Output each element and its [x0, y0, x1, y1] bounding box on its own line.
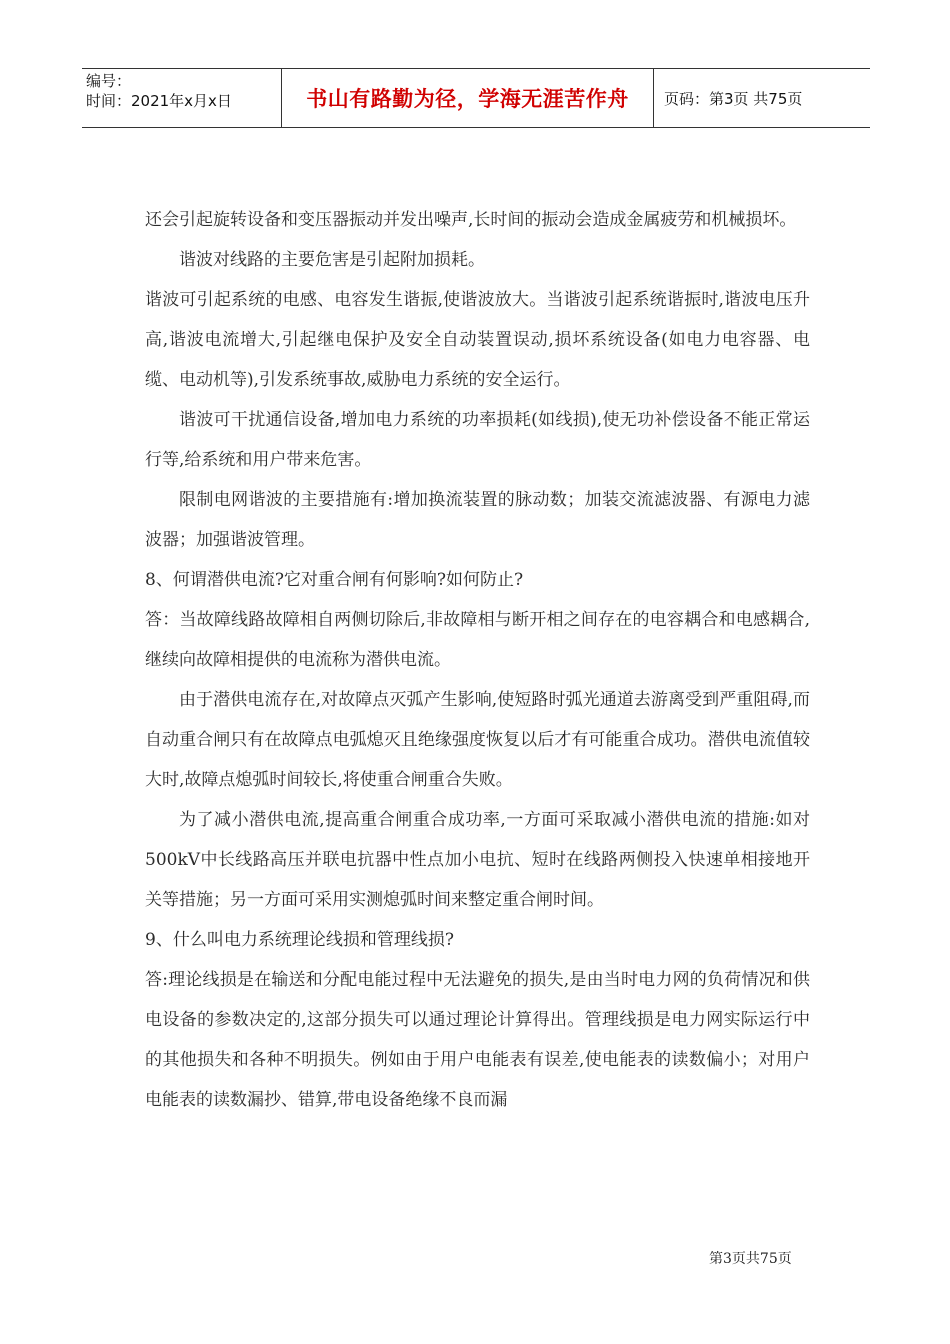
body-paragraph: 由于潜供电流存在,对故障点灭弧产生影响,使短路时弧光通道去游离受到严重阻碍,而自动重合闸只有在故障点电弧熄灭且绝缘强度恢复以后才有可能重合成功。潜供电流值较大时,故障点熄弧时间较长,将使重合闸重合失败。 [145, 690, 810, 790]
question-heading: 8、何谓潜供电流?它对重合闸有何影响?如何防止? [145, 570, 524, 590]
page-header [82, 68, 870, 128]
answer-paragraph: 答：当故障线路故障相自两侧切除后,非故障相与断开相之间存在的电容耦合和电感耦合,继续向故障相提供的电流称为潜供电流。 [145, 610, 810, 670]
answer-paragraph: 答:理论线损是在输送和分配电能过程中无法避免的损失,是由当时电力网的负荷情况和供电设备的参数决定的,这部分损失可以通过理论计算得出。管理线损是电力网实际运行中的其他损失和各种不明损失。例如由于用户电能表有误差,使电能表的读数偏小；对用户电能表的读数漏抄、错算,带电设备绝缘不良而漏 [145, 970, 810, 1110]
header-page-info: 页码：第3页 共75页 [664, 89, 803, 108]
body-paragraph: 谐波可引起系统的电感、电容发生谐振,使谐波放大。当谐波引起系统谐振时,谐波电压升高,谐波电流增大,引起继电保护及安全自动装置误动,损坏系统设备(如电力电容器、电缆、电动机等),引发系统事故,威胁电力系统的安全运行。 [145, 290, 810, 390]
document-body [145, 200, 810, 1120]
body-paragraph: 还会引起旋转设备和变压器振动并发出噪声,长时间的振动会造成金属疲劳和机械损坏。 [145, 210, 797, 230]
page-footer: 第3页共75页 [709, 1251, 792, 1267]
header-meta-cell [82, 69, 282, 127]
document-date-label: 时间：2021年x月x日 [86, 92, 232, 110]
question-heading: 9、什么叫电力系统理论线损和管理线损? [145, 930, 454, 950]
body-paragraph: 谐波对线路的主要危害是引起附加损耗。 [179, 250, 485, 270]
document-number-label: 编号： [86, 72, 132, 90]
header-motto: 书山有路勤为径，学海无涯苦作舟 [282, 69, 654, 127]
body-paragraph: 谐波可干扰通信设备,增加电力系统的功率损耗(如线损),使无功补偿设备不能正常运行等,给系统和用户带来危害。 [145, 410, 810, 470]
body-paragraph: 限制电网谐波的主要措施有:增加换流装置的脉动数；加装交流滤波器、有源电力滤波器；加强谐波管理。 [145, 490, 810, 550]
body-paragraph: 为了减小潜供电流,提高重合闸重合成功率,一方面可采取减小潜供电流的措施:如对500kV中长线路高压并联电抗器中性点加小电抗、短时在线路两侧投入快速单相接地开关等措施；另一方面可采用实测熄弧时间来整定重合闸时间。 [145, 810, 810, 910]
